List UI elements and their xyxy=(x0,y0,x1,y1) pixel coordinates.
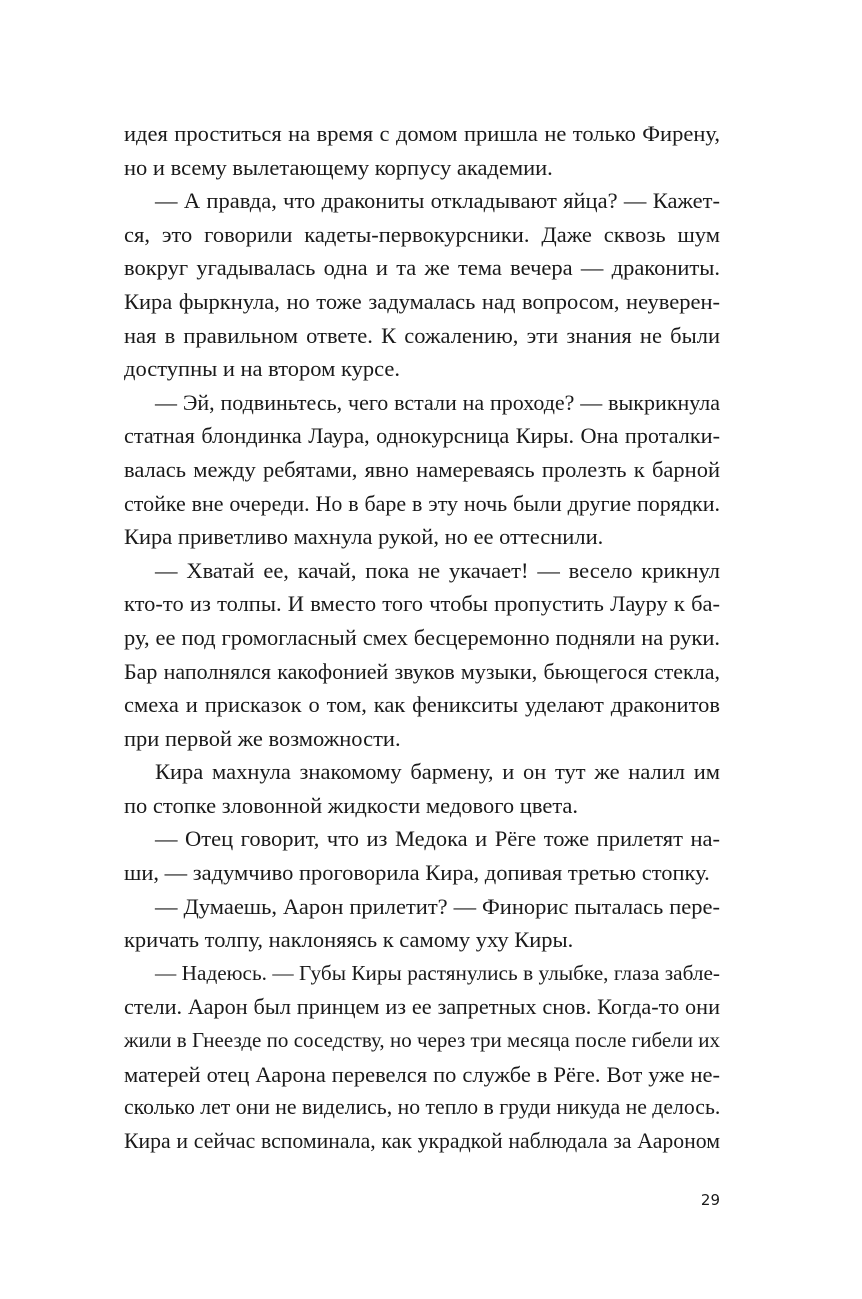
text-line: вокруг угадывалась одна и та же тема вечера — дракониты. xyxy=(124,255,720,281)
text-line: но и всему вылетающему корпусу академии. xyxy=(124,154,553,180)
text-line: Кира фыркнула, но тоже задумалась над вопросом, неуверен- xyxy=(124,288,720,314)
body-text xyxy=(124,117,720,1158)
text-line: — Эй, подвиньтесь, чего встали на проходе? — выкрикнула xyxy=(155,389,720,415)
text-line: матерей отец Аарона перевелся по службе в Рёге. Вот уже не- xyxy=(124,1061,720,1087)
text-line: сколько лет они не виделись, но тепло в груди никуда не делось. xyxy=(124,1095,721,1120)
text-line: по стопке зловонной жидкости медового цвета. xyxy=(124,792,579,818)
text-line: ши, — задумчиво проговорила Кира, допивая третью стопку. xyxy=(124,860,710,886)
text-line: — Надеюсь. — Губы Киры растянулись в улыбке, глаза забле- xyxy=(155,960,720,985)
text-line: ся, это говорили кадеты-первокурсники. Даже сквозь шум xyxy=(124,221,720,247)
text-line: стойке вне очереди. Но в баре в эту ночь были другие порядки. xyxy=(124,490,720,516)
text-line: при первой же возможности. xyxy=(124,725,401,751)
text-line: валась между ребятами, явно намереваясь пролезть к барной xyxy=(124,456,720,482)
text-line: — Хватай ее, качай, пока не укачает! — весело крикнул xyxy=(155,557,720,583)
text-line: Кира приветливо махнула рукой, но ее оттеснили. xyxy=(124,524,604,550)
text-line: — Думаешь, Аарон прилетит? — Финорис пыталась пере- xyxy=(155,893,720,919)
text-line: стели. Аарон был принцем из ее запретных снов. Когда-то они xyxy=(124,994,720,1020)
text-line: ная в правильном ответе. К сожалению, эти знания не были xyxy=(124,322,720,348)
text-line: Бар наполнялся какофонией звуков музыки, бьющегося стекла, xyxy=(124,658,720,684)
text-line: Кира махнула знакомому бармену, и он тут же налил им xyxy=(155,759,720,785)
text-line: — Отец говорит, что из Медока и Рёге тоже прилетят на- xyxy=(155,826,720,852)
text-line: Кира и сейчас вспоминала, как украдкой наблюдала за Аароном xyxy=(124,1128,720,1153)
text-line: идея проститься на время с домом пришла не только Фирену, xyxy=(124,121,720,146)
text-line: — А правда, что дракониты откладывают яйца? — Кажет- xyxy=(155,188,720,214)
text-line: статная блондинка Лаура, однокурсница Киры. Она проталки- xyxy=(124,423,720,449)
text-line: доступны и на втором курсе. xyxy=(124,356,400,382)
text-line: жили в Гнеезде по соседству, но через три месяца после гибели их xyxy=(124,1028,720,1053)
text-line: смеха и присказок о том, как феникситы уделают драконитов xyxy=(124,692,720,718)
text-line: кто-то из толпы. И вместо того чтобы пропустить Лауру к ба- xyxy=(124,591,720,617)
page-number: 29 xyxy=(700,1191,720,1209)
text-line: кричать толпу, наклоняясь к самому уху Киры. xyxy=(124,927,574,953)
text-line: ру, ее под громогласный смех бесцеремонно подняли на руки. xyxy=(124,624,720,650)
